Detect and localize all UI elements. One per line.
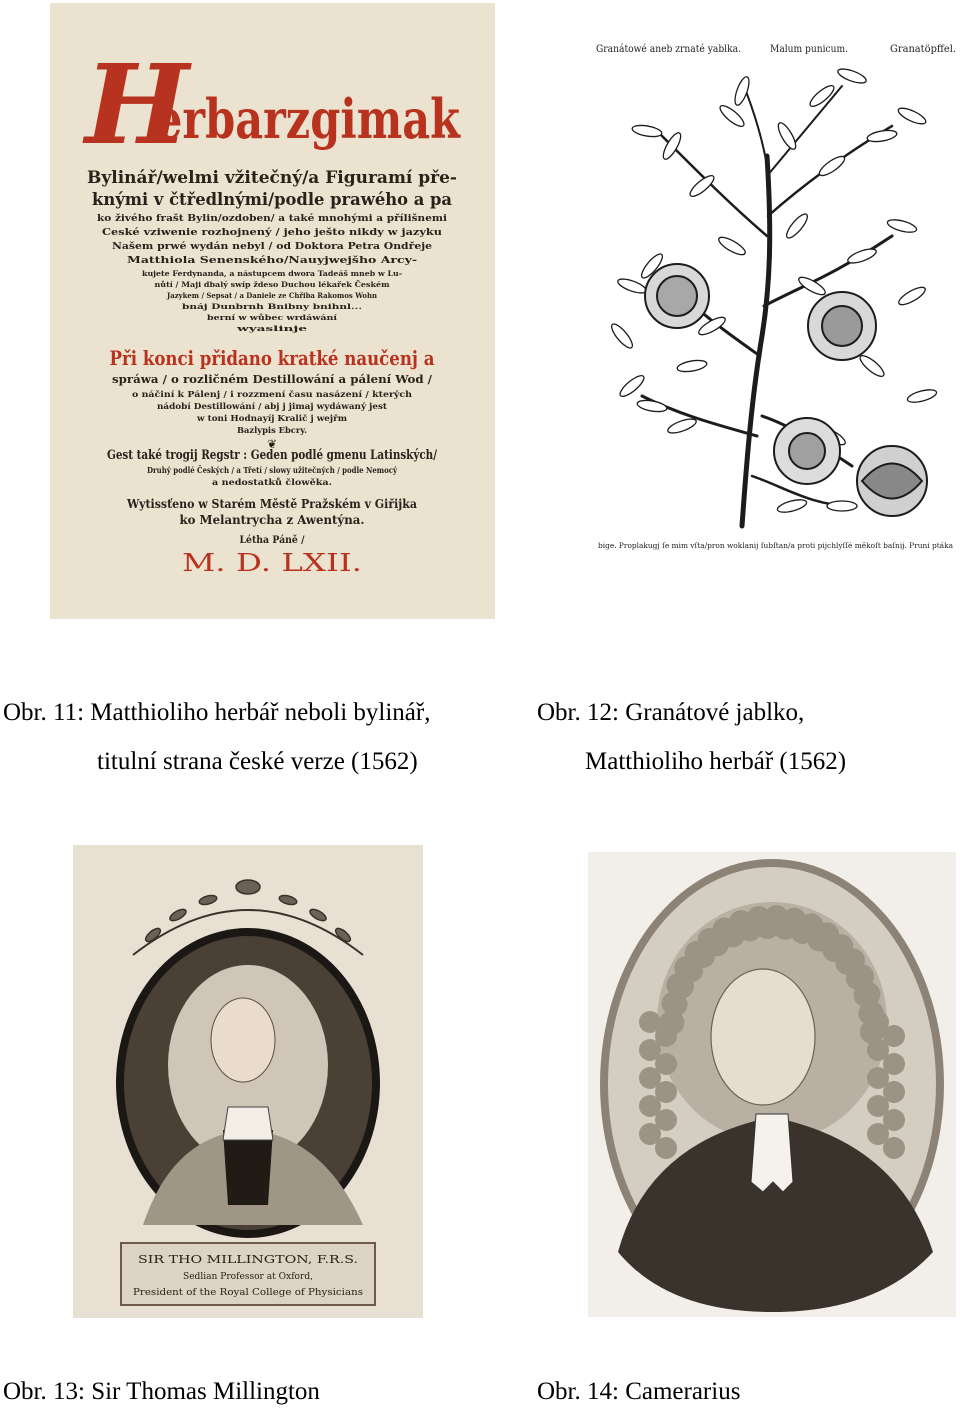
title-line-3: ko živého frašt Bylin/ozdoben/ a také mnohými a přílišnemi: [97, 214, 397, 224]
woodcut-header-left: Granátowé aneb zrnaté yablka.: [596, 44, 741, 55]
title-year: M. D. LXII.: [182, 549, 362, 577]
woodcut-header-center: Malum punicum.: [770, 44, 848, 55]
title-more-line-3: nádobí Destillowání / abj j jimaj wydáwaný jest: [157, 401, 388, 411]
title-initial: H: [85, 40, 189, 169]
plaque-line-1: SIR THO MILLINGTON, F.R.S.: [138, 1253, 358, 1266]
title-register-sub-2: a nedostatků člowěka.: [212, 477, 333, 487]
title-more-line-5: Bazlypis Ebcry.: [237, 425, 308, 435]
title-more-line-4: w toni Hodnayíj Kralič j wejřm: [195, 413, 348, 423]
title-printer-line-2: ko Melantrycha z Awentýna.: [179, 513, 365, 527]
title-fleuron: ❦: [266, 437, 278, 451]
camerarius-portrait-image: [588, 852, 956, 1317]
title-line-4: Ceské vziwenie rozhojnený / jeho ješto nikdy w jazyku: [102, 228, 373, 238]
title-more-line-1: spráwa / o rozličném Destillowání a pálení Wod /: [112, 373, 434, 386]
title-register-line: Gest také trogij Regstr : Geden podlé gmenu Latinských/: [107, 448, 438, 463]
title-line-6: Matthiola Senenského/Nauyjwejšho Arcy-: [127, 256, 337, 266]
figure-12-pomegranate-woodcut: [592, 36, 958, 558]
figure-13-millington-portrait: [73, 845, 423, 1318]
title-line-8: nůtí / Maji dbalý swíp ždeso Duchou lékařek Českém: [154, 280, 391, 289]
title-line-1: Bylinář/welmi vžitečný/a Figuramí pře-: [87, 168, 457, 188]
title-line-10: bnáj Dunbrnh Bnibny bnihnl...: [182, 302, 362, 311]
title-line-7: kujete Ferdynanda, a nástupcem dwora Tadeáš mneb w Lu-: [142, 269, 403, 278]
figure-12-caption-line-1: Obr. 12: Granátové jablko,: [537, 699, 805, 726]
title-more-line-2: o náčiní k Pálenj / i rozzmení času nasázení / kterých: [132, 389, 413, 399]
figure-12-caption-line-2: Matthioliho herbář (1562): [585, 748, 847, 775]
title-printer-line-1: Wytissťeno w Starém Městě Pražském v Giřijka: [126, 497, 418, 511]
title-edition: Létha Páně /: [239, 535, 305, 546]
figure-11-caption-line-2: titulní strana české verze (1562): [97, 748, 418, 775]
title-red-line: Při konci přidano kratké naučenj a: [109, 346, 435, 370]
title-line-11: berní w wůbec wrdáwání: [207, 313, 338, 322]
title-line-9: Jazykem / Sepsat / a Daniele ze Chřiba Rakomos Wohn: [166, 291, 377, 300]
plaque-line-2: Sedlian Professor at Oxford,: [183, 1272, 313, 1282]
title-register-sub-1: Druhý podlé Českých / a Třetí / slowy užitečných / podle Nemocý: [147, 465, 398, 475]
figure-11-herbal-title-page: [50, 3, 495, 619]
title-word: erbarzgimak: [155, 87, 462, 151]
millington-portrait-image: [73, 845, 423, 1318]
title-line-2: knými v čtředlnými/podle prawého a pa: [92, 190, 452, 210]
herbal-title-page-image: [50, 3, 495, 619]
figure-14-camerarius-portrait: [588, 852, 956, 1317]
plaque-line-3: President of the Royal College of Physicians: [133, 1288, 364, 1298]
figure-13-caption: Obr. 13: Sir Thomas Millington: [3, 1378, 320, 1405]
woodcut-footer: bige. Proplakugj ſe mim vſta/pron woklanij ſubſtan/a proti pijchlyſſé měkoſt baſnij. Pruni ptáka: [598, 542, 953, 550]
title-line-12: wyaslinje: [235, 324, 309, 333]
figure-11-caption-line-1: Obr. 11: Matthioliho herbář neboli bylinář,: [3, 699, 431, 726]
title-line-5: Našem prwé wydán nebyl / od Doktora Petra Ondřeje: [112, 242, 379, 252]
figure-14-caption: Obr. 14: Camerarius: [537, 1378, 741, 1405]
pomegranate-image: [592, 36, 958, 558]
woodcut-header-right: Granatöpffel.: [890, 44, 956, 55]
